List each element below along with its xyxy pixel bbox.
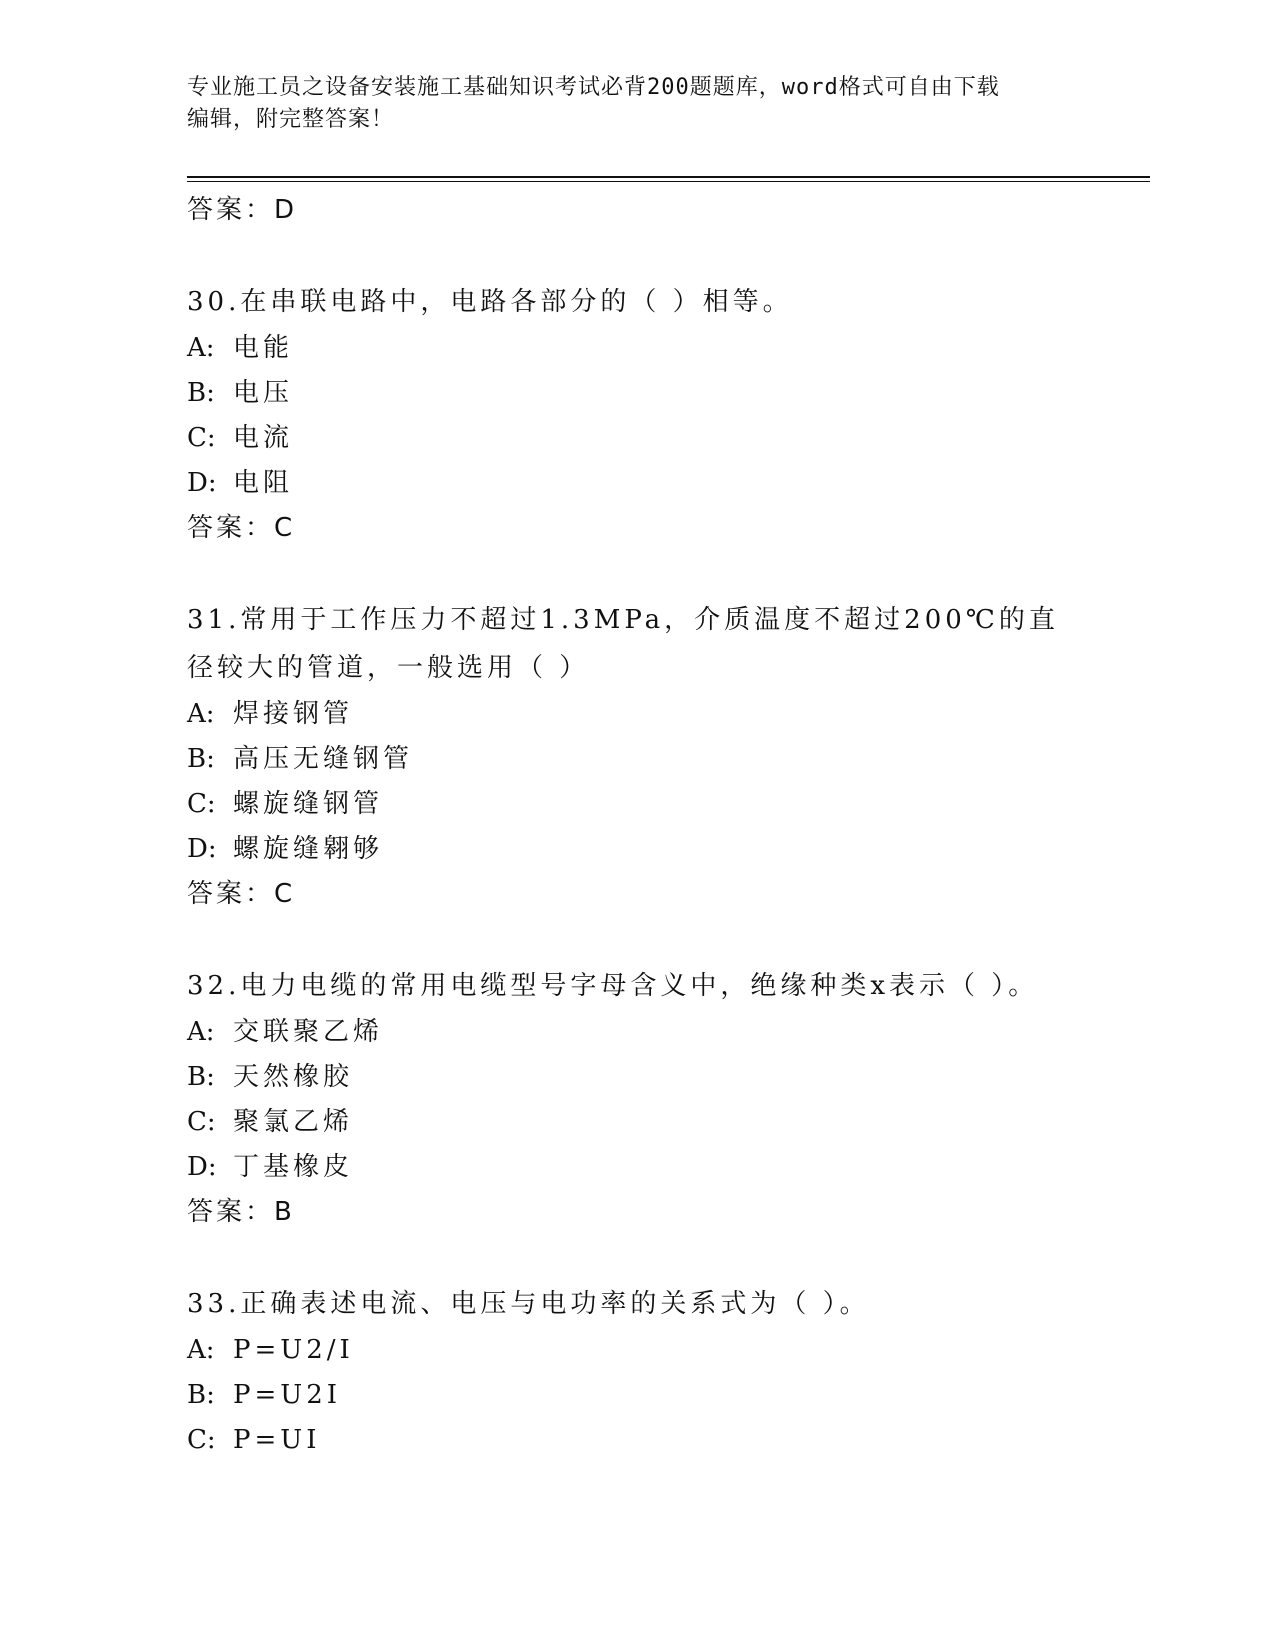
option-text: 聚氯乙烯 bbox=[233, 1107, 354, 1137]
option-b bbox=[187, 1373, 1087, 1418]
question-31 bbox=[187, 596, 1087, 917]
option-letter: D: bbox=[187, 468, 217, 498]
option-d bbox=[187, 827, 1087, 872]
option-letter: A: bbox=[187, 1017, 215, 1047]
option-letter: B: bbox=[187, 378, 215, 408]
option-text: 电流 bbox=[233, 423, 294, 453]
option-text: P=U2/I bbox=[233, 1335, 354, 1365]
option-text: 电阻 bbox=[233, 468, 294, 498]
option-text: 电压 bbox=[233, 378, 294, 408]
option-text: 天然橡胶 bbox=[233, 1062, 354, 1092]
option-text: 螺旋缝翱够 bbox=[233, 834, 384, 864]
option-a bbox=[187, 1010, 1087, 1055]
option-letter: C: bbox=[187, 423, 216, 453]
question-stem: 32.电力电缆的常用电缆型号字母含义中，绝缘种类x表示（ ）。 bbox=[187, 971, 1039, 1001]
previous-answer: 答案：D bbox=[187, 195, 298, 225]
option-a bbox=[187, 326, 1087, 371]
option-text: 高压无缝钢管 bbox=[233, 744, 414, 774]
question-32 bbox=[187, 962, 1087, 1235]
answer: 答案：C bbox=[187, 879, 296, 909]
question-stem: 33.正确表述电流、电压与电功率的关系式为（ ）。 bbox=[187, 1289, 870, 1319]
header-title-line-2: 编辑，附完整答案！ bbox=[187, 107, 395, 132]
option-text: P=UI bbox=[233, 1425, 321, 1455]
answer: 答案：C bbox=[187, 513, 296, 543]
option-b bbox=[187, 1055, 1087, 1100]
option-text: 交联聚乙烯 bbox=[233, 1017, 384, 1047]
option-b bbox=[187, 371, 1087, 416]
header-title-line-1: 专业施工员之设备安装施工基础知识考试必背200题题库，word格式可自由下载 bbox=[187, 75, 1000, 100]
option-d bbox=[187, 461, 1087, 506]
answer: 答案：B bbox=[187, 1197, 295, 1227]
document-header bbox=[187, 72, 1067, 136]
option-c bbox=[187, 1418, 1087, 1463]
option-letter: A: bbox=[187, 1335, 215, 1365]
option-text: P=U2I bbox=[233, 1380, 342, 1410]
option-letter: C: bbox=[187, 1425, 216, 1455]
question-30 bbox=[187, 278, 1087, 551]
option-c bbox=[187, 416, 1087, 461]
option-a bbox=[187, 692, 1087, 737]
option-c bbox=[187, 782, 1087, 827]
option-letter: D: bbox=[187, 1152, 217, 1182]
header-divider-thick bbox=[187, 176, 1150, 178]
option-letter: C: bbox=[187, 1107, 216, 1137]
option-text: 焊接钢管 bbox=[233, 699, 354, 729]
option-letter: C: bbox=[187, 789, 216, 819]
question-stem: 30.在串联电路中，电路各部分的（ ）相等。 bbox=[187, 287, 793, 317]
option-letter: A: bbox=[187, 333, 215, 363]
option-b bbox=[187, 737, 1087, 782]
option-letter: B: bbox=[187, 1380, 215, 1410]
option-a bbox=[187, 1328, 1087, 1373]
header-divider-thin bbox=[187, 181, 1150, 182]
option-text: 螺旋缝钢管 bbox=[233, 789, 384, 819]
question-33 bbox=[187, 1280, 1087, 1463]
option-text: 电能 bbox=[233, 333, 294, 363]
question-stem: 31.常用于工作压力不超过1.3MPa，介质温度不超过200℃的直径较大的管道，一般选用（ ） bbox=[187, 605, 1059, 683]
option-letter: B: bbox=[187, 1062, 215, 1092]
option-letter: B: bbox=[187, 744, 215, 774]
question-list bbox=[187, 188, 1087, 1463]
option-letter: D: bbox=[187, 834, 217, 864]
option-d bbox=[187, 1145, 1087, 1190]
option-letter: A: bbox=[187, 699, 215, 729]
option-c bbox=[187, 1100, 1087, 1145]
option-text: 丁基橡皮 bbox=[233, 1152, 354, 1182]
